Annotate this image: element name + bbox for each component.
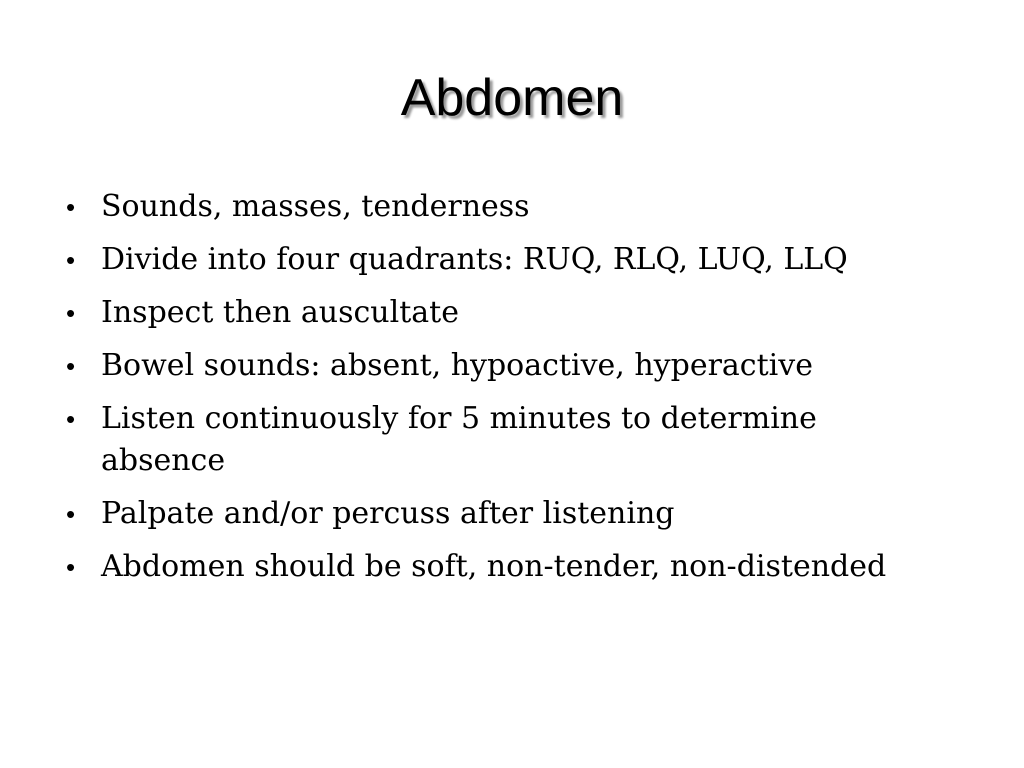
bullet-item [66,493,926,535]
bullet-list [66,186,926,599]
bullet-item [66,186,926,228]
slide-title: Abdomen [400,69,624,127]
bullet-item [66,345,926,387]
bullet-icon: • [66,499,76,529]
bullet-text: Divide into four quadrants: RUQ, RLQ, LUQ, LLQ [101,242,848,277]
bullet-text: Inspect then auscultate [101,295,459,330]
bullet-icon: • [66,552,76,582]
bullet-text: Listen continuously for 5 minutes to determine absence [101,401,817,478]
bullet-item [66,546,926,588]
bullet-icon: • [66,245,76,275]
bullet-icon: • [66,192,76,222]
bullet-item [66,292,926,334]
bullet-icon: • [66,298,76,328]
bullet-text: Abdomen should be soft, non-tender, non-distended [101,549,887,584]
bullet-item [66,398,926,482]
bullet-text: Sounds, masses, tenderness [101,189,530,224]
bullet-icon: • [66,351,76,381]
bullet-item [66,239,926,281]
bullet-icon: • [66,404,76,434]
bullet-text: Bowel sounds: absent, hypoactive, hyperactive [101,348,813,383]
bullet-text: Palpate and/or percuss after listening [101,496,675,531]
